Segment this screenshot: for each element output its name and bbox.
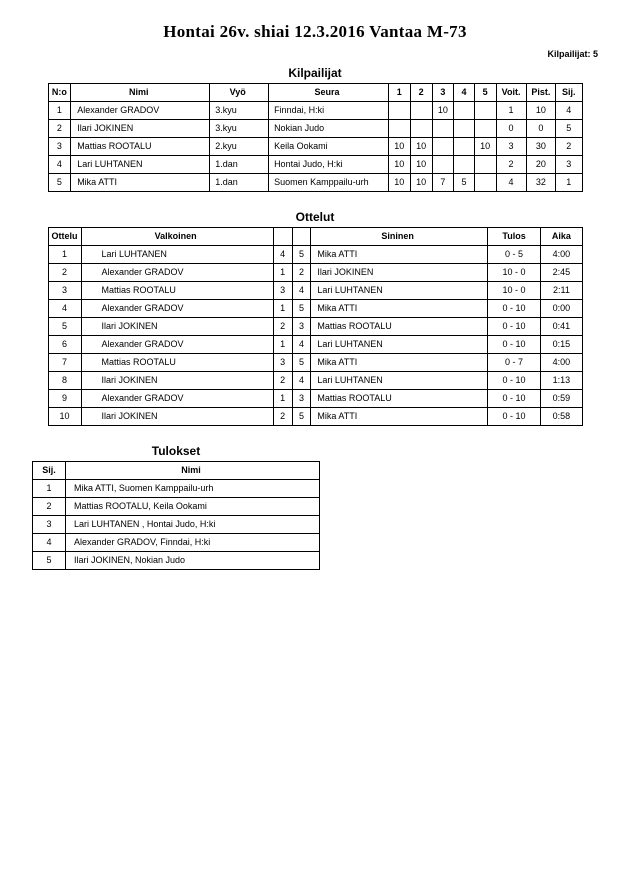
cell-blue: Mika ATTI <box>311 408 487 426</box>
cell-match-no: 9 <box>48 390 81 408</box>
cell-belt: 1.dan <box>210 174 269 192</box>
cell-m3 <box>432 156 454 174</box>
table-row <box>48 174 582 192</box>
cell-m4 <box>454 102 474 120</box>
cell-points: 20 <box>526 156 555 174</box>
cell-m2 <box>410 102 432 120</box>
table-header-row <box>33 462 320 480</box>
cell-result: 0 - 10 <box>487 390 541 408</box>
cell-m2 <box>410 120 432 138</box>
cell-time: 0:41 <box>541 318 582 336</box>
cell-match-no: 7 <box>48 354 81 372</box>
cell-p2: 4 <box>292 282 311 300</box>
table-row <box>48 372 582 390</box>
cell-m5: 10 <box>474 138 496 156</box>
cell-white: Ilari JOKINEN <box>81 408 273 426</box>
cell-time: 4:00 <box>541 354 582 372</box>
cell-wins: 2 <box>496 156 526 174</box>
col-header-blue: Sininen <box>311 228 487 246</box>
cell-blue: Ilari JOKINEN <box>311 264 487 282</box>
cell-m4 <box>454 120 474 138</box>
col-header-wins: Voit. <box>496 84 526 102</box>
col-header-white: Valkoinen <box>81 228 273 246</box>
cell-result-rank: 4 <box>33 534 66 552</box>
cell-name: Lari LUHTANEN <box>71 156 210 174</box>
cell-time: 1:13 <box>541 372 582 390</box>
col-header-result-rank: Sij. <box>33 462 66 480</box>
cell-result-name: Lari LUHTANEN , Hontai Judo, H:ki <box>66 516 320 534</box>
table-row <box>48 300 582 318</box>
table-row <box>48 156 582 174</box>
cell-club: Suomen Kamppailu-urh <box>269 174 389 192</box>
cell-club: Hontai Judo, H:ki <box>269 156 389 174</box>
cell-white: Alexander GRADOV <box>81 300 273 318</box>
cell-white: Ilari JOKINEN <box>81 318 273 336</box>
cell-time: 0:00 <box>541 300 582 318</box>
cell-belt: 3.kyu <box>210 102 269 120</box>
competitors-section-title: Kilpailijat <box>288 66 342 80</box>
col-header-match-no: Ottelu <box>48 228 81 246</box>
cell-result: 0 - 10 <box>487 318 541 336</box>
cell-match-no: 1 <box>48 246 81 264</box>
results-table <box>32 461 320 570</box>
cell-rank: 4 <box>556 102 582 120</box>
table-row <box>48 138 582 156</box>
table-header-row <box>48 228 582 246</box>
cell-m2: 10 <box>410 138 432 156</box>
cell-m1: 10 <box>388 174 410 192</box>
col-header-club: Seura <box>269 84 389 102</box>
col-header-m4: 4 <box>454 84 474 102</box>
cell-p2: 4 <box>292 336 311 354</box>
col-header-result: Tulos <box>487 228 541 246</box>
cell-match-no: 10 <box>48 408 81 426</box>
cell-result-rank: 1 <box>33 480 66 498</box>
table-row <box>48 264 582 282</box>
cell-result: 0 - 10 <box>487 300 541 318</box>
col-header-name: Nimi <box>71 84 210 102</box>
col-header-points: Pist. <box>526 84 555 102</box>
cell-p1: 2 <box>273 372 292 390</box>
cell-rank: 5 <box>556 120 582 138</box>
cell-belt: 2.kyu <box>210 138 269 156</box>
cell-m2: 10 <box>410 156 432 174</box>
cell-match-no: 4 <box>48 300 81 318</box>
table-row <box>48 282 582 300</box>
table-row <box>33 552 320 570</box>
cell-result-rank: 2 <box>33 498 66 516</box>
cell-result-name: Mika ATTI, Suomen Kamppailu-urh <box>66 480 320 498</box>
table-row <box>48 408 582 426</box>
table-row <box>48 120 582 138</box>
cell-blue: Mika ATTI <box>311 300 487 318</box>
cell-no: 5 <box>48 174 71 192</box>
cell-points: 30 <box>526 138 555 156</box>
col-header-result-name: Nimi <box>66 462 320 480</box>
cell-white: Mattias ROOTALU <box>81 354 273 372</box>
results-section-title: Tulokset <box>151 444 201 458</box>
cell-match-no: 3 <box>48 282 81 300</box>
cell-p2: 2 <box>292 264 311 282</box>
cell-white: Alexander GRADOV <box>81 264 273 282</box>
cell-blue: Lari LUHTANEN <box>311 372 487 390</box>
cell-m3 <box>432 138 454 156</box>
cell-result: 0 - 10 <box>487 408 541 426</box>
table-row <box>33 480 320 498</box>
col-header-rank: Sij. <box>556 84 582 102</box>
col-header-time: Aika <box>541 228 582 246</box>
cell-p2: 3 <box>292 390 311 408</box>
cell-white: Ilari JOKINEN <box>81 372 273 390</box>
matches-section-title: Ottelut <box>295 210 335 224</box>
table-row <box>48 318 582 336</box>
competitor-count-label: Kilpailijat: 5 <box>547 49 598 59</box>
cell-blue: Lari LUHTANEN <box>311 336 487 354</box>
cell-m1 <box>388 120 410 138</box>
cell-p1: 4 <box>273 246 292 264</box>
cell-no: 1 <box>48 102 71 120</box>
cell-m4: 5 <box>454 174 474 192</box>
cell-m1: 10 <box>388 156 410 174</box>
cell-p1: 1 <box>273 300 292 318</box>
cell-white: Mattias ROOTALU <box>81 282 273 300</box>
table-header-row <box>48 84 582 102</box>
cell-wins: 0 <box>496 120 526 138</box>
cell-rank: 1 <box>556 174 582 192</box>
cell-club: Finndai, H:ki <box>269 102 389 120</box>
cell-m3 <box>432 120 454 138</box>
cell-match-no: 2 <box>48 264 81 282</box>
cell-white: Lari LUHTANEN <box>81 246 273 264</box>
cell-m5 <box>474 174 496 192</box>
cell-time: 2:45 <box>541 264 582 282</box>
matches-table <box>48 227 583 426</box>
col-header-p1 <box>273 228 292 246</box>
table-row <box>33 498 320 516</box>
cell-m1: 10 <box>388 138 410 156</box>
cell-p2: 4 <box>292 372 311 390</box>
cell-match-no: 5 <box>48 318 81 336</box>
cell-name: Alexander GRADOV <box>71 102 210 120</box>
cell-name: Ilari JOKINEN <box>71 120 210 138</box>
cell-blue: Mika ATTI <box>311 354 487 372</box>
table-row <box>48 246 582 264</box>
cell-p2: 3 <box>292 318 311 336</box>
cell-result-rank: 5 <box>33 552 66 570</box>
table-row <box>48 390 582 408</box>
cell-points: 10 <box>526 102 555 120</box>
cell-no: 2 <box>48 120 71 138</box>
cell-m5 <box>474 156 496 174</box>
cell-m1 <box>388 102 410 120</box>
cell-match-no: 8 <box>48 372 81 390</box>
cell-white: Alexander GRADOV <box>81 336 273 354</box>
cell-name: Mika ATTI <box>71 174 210 192</box>
cell-no: 3 <box>48 138 71 156</box>
cell-name: Mattias ROOTALU <box>71 138 210 156</box>
cell-p1: 3 <box>273 354 292 372</box>
cell-time: 0:59 <box>541 390 582 408</box>
cell-p1: 1 <box>273 390 292 408</box>
cell-wins: 4 <box>496 174 526 192</box>
cell-m5 <box>474 102 496 120</box>
cell-p1: 3 <box>273 282 292 300</box>
table-row <box>33 516 320 534</box>
cell-points: 32 <box>526 174 555 192</box>
cell-result: 0 - 10 <box>487 372 541 390</box>
col-header-m5: 5 <box>474 84 496 102</box>
cell-white: Alexander GRADOV <box>81 390 273 408</box>
cell-blue: Mattias ROOTALU <box>311 390 487 408</box>
page-title: Hontai 26v. shiai 12.3.2016 Vantaa M-73 <box>163 22 467 41</box>
col-header-m2: 2 <box>410 84 432 102</box>
cell-result: 0 - 10 <box>487 336 541 354</box>
cell-result: 10 - 0 <box>487 282 541 300</box>
cell-time: 4:00 <box>541 246 582 264</box>
cell-time: 0:15 <box>541 336 582 354</box>
cell-rank: 2 <box>556 138 582 156</box>
cell-club: Keila Ookami <box>269 138 389 156</box>
cell-p1: 2 <box>273 318 292 336</box>
cell-m3: 7 <box>432 174 454 192</box>
cell-belt: 3.kyu <box>210 120 269 138</box>
col-header-m3: 3 <box>432 84 454 102</box>
cell-result: 0 - 5 <box>487 246 541 264</box>
cell-time: 0:58 <box>541 408 582 426</box>
cell-result-name: Ilari JOKINEN, Nokian Judo <box>66 552 320 570</box>
cell-time: 2:11 <box>541 282 582 300</box>
cell-p2: 5 <box>292 408 311 426</box>
cell-result-name: Mattias ROOTALU, Keila Ookami <box>66 498 320 516</box>
cell-blue: Mika ATTI <box>311 246 487 264</box>
cell-p2: 5 <box>292 246 311 264</box>
cell-p1: 2 <box>273 408 292 426</box>
cell-match-no: 6 <box>48 336 81 354</box>
cell-m3: 10 <box>432 102 454 120</box>
cell-result: 0 - 7 <box>487 354 541 372</box>
cell-p1: 1 <box>273 264 292 282</box>
cell-p1: 1 <box>273 336 292 354</box>
cell-p2: 5 <box>292 300 311 318</box>
cell-rank: 3 <box>556 156 582 174</box>
table-row <box>48 102 582 120</box>
cell-belt: 1.dan <box>210 156 269 174</box>
table-row <box>33 534 320 552</box>
cell-m4 <box>454 138 474 156</box>
table-row <box>48 336 582 354</box>
cell-result-rank: 3 <box>33 516 66 534</box>
cell-club: Nokian Judo <box>269 120 389 138</box>
col-header-belt: Vyö <box>210 84 269 102</box>
cell-points: 0 <box>526 120 555 138</box>
cell-result-name: Alexander GRADOV, Finndai, H:ki <box>66 534 320 552</box>
col-header-p2 <box>292 228 311 246</box>
col-header-m1: 1 <box>388 84 410 102</box>
cell-m2: 10 <box>410 174 432 192</box>
cell-wins: 3 <box>496 138 526 156</box>
competitors-table <box>48 83 583 192</box>
cell-result: 10 - 0 <box>487 264 541 282</box>
cell-no: 4 <box>48 156 71 174</box>
col-header-no: N:o <box>48 84 71 102</box>
cell-blue: Lari LUHTANEN <box>311 282 487 300</box>
table-row <box>48 354 582 372</box>
cell-m4 <box>454 156 474 174</box>
cell-wins: 1 <box>496 102 526 120</box>
cell-blue: Mattias ROOTALU <box>311 318 487 336</box>
cell-p2: 5 <box>292 354 311 372</box>
cell-m5 <box>474 120 496 138</box>
